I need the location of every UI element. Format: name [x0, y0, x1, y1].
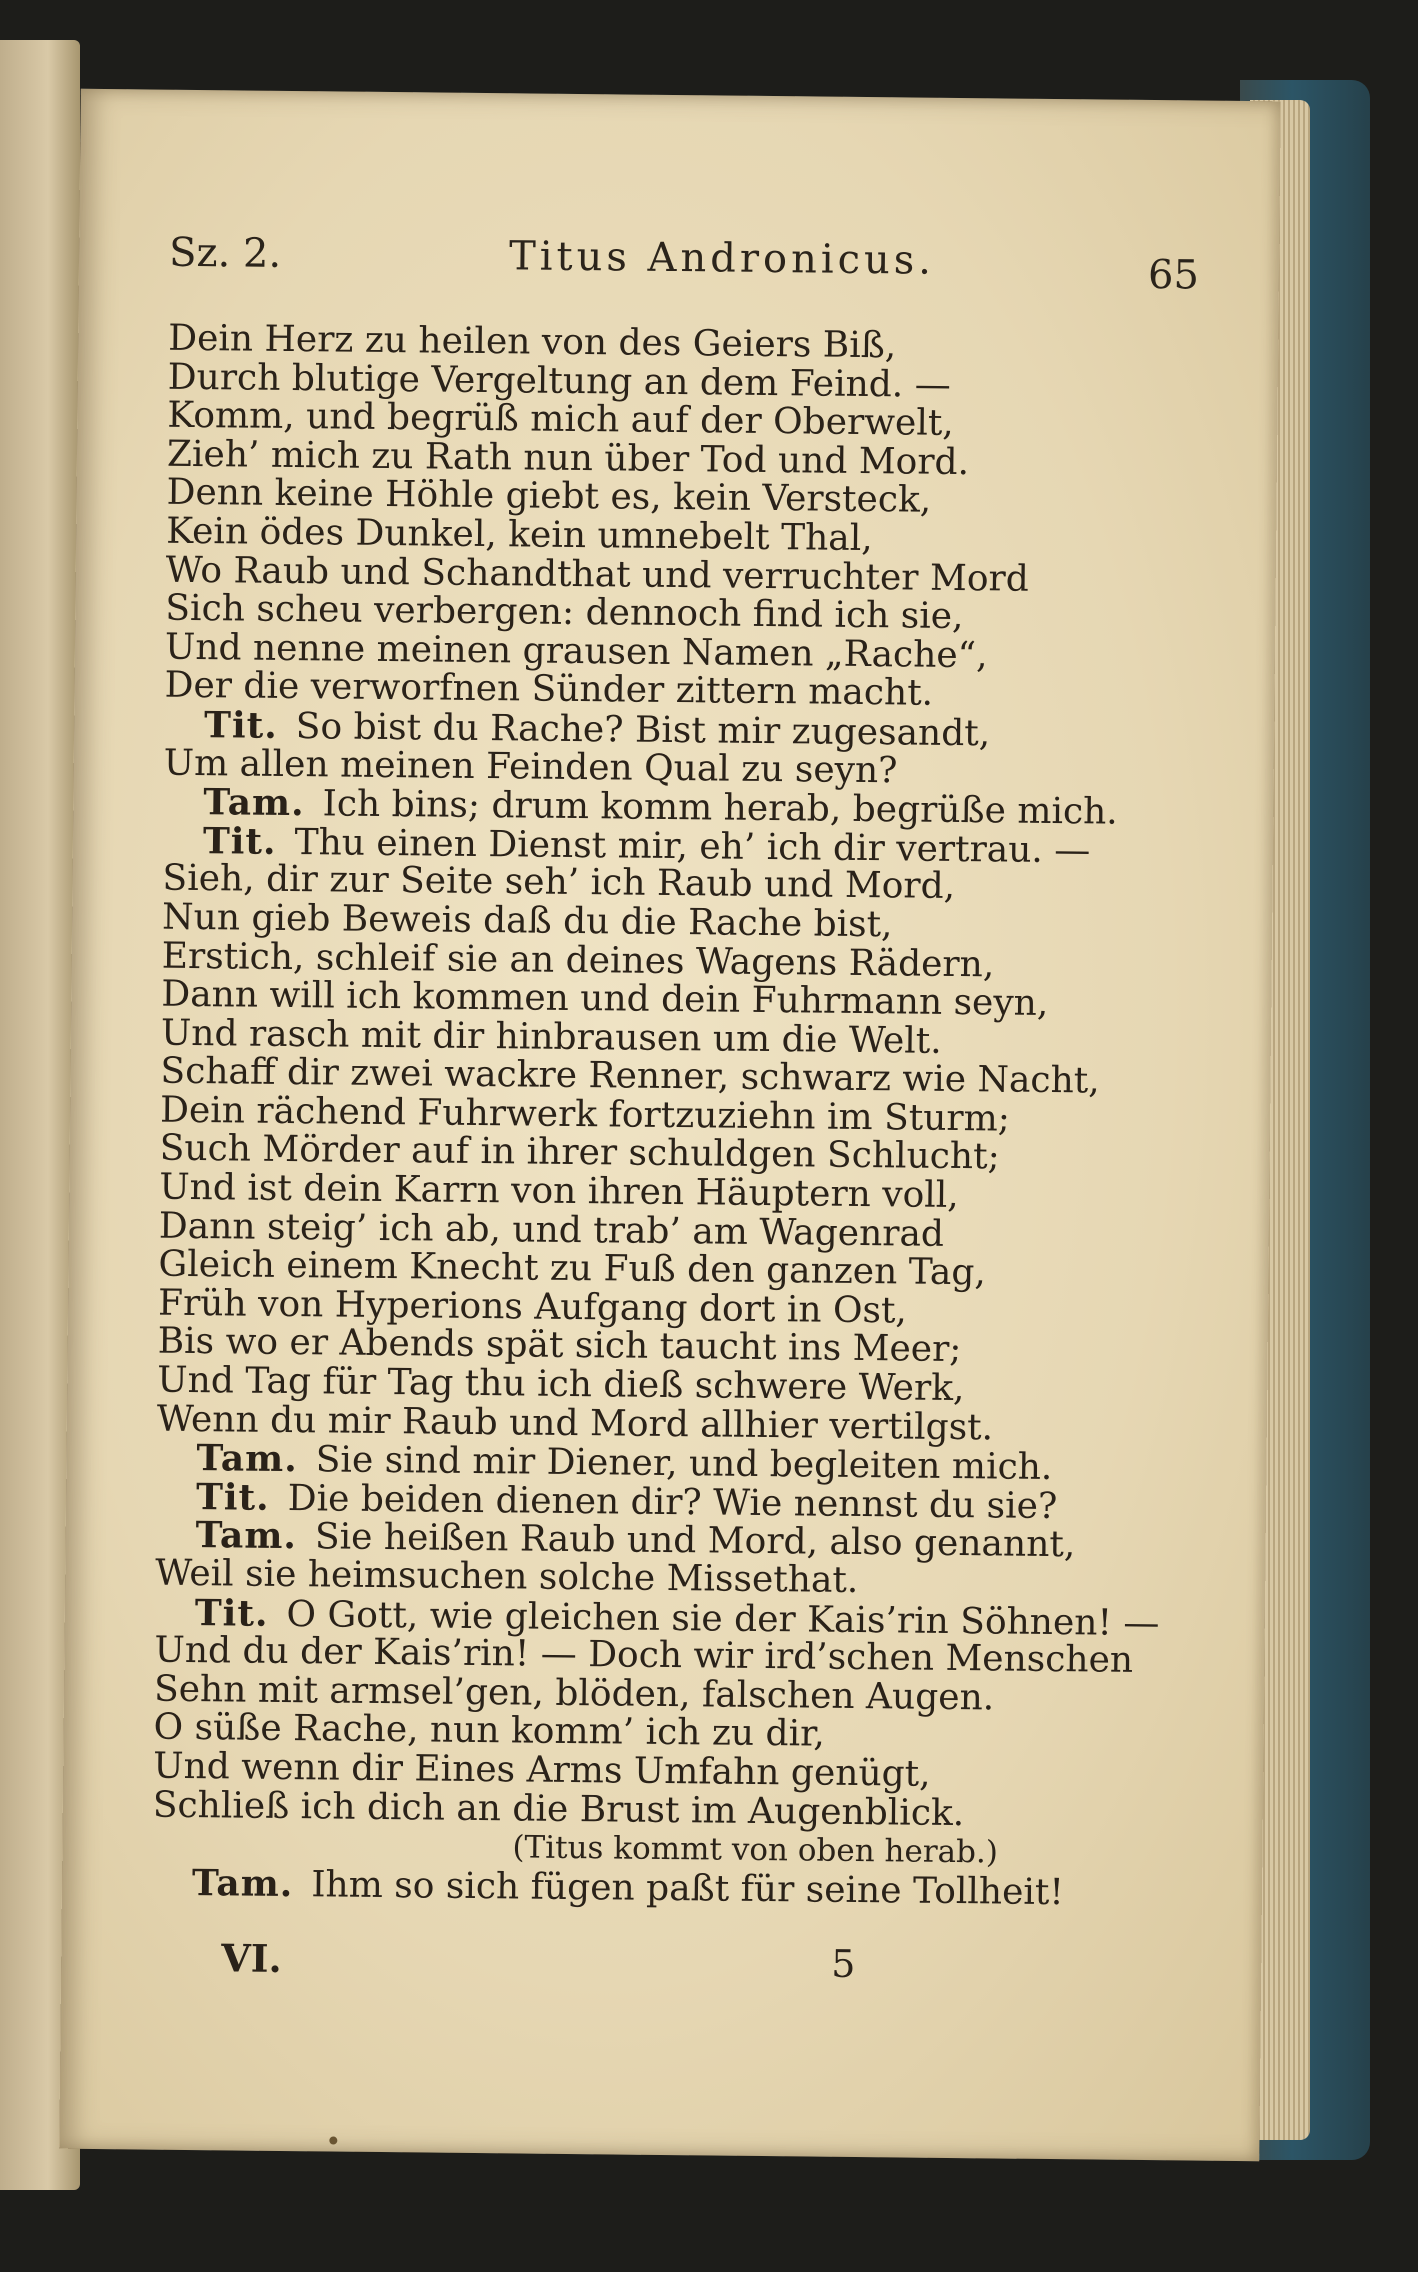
running-header: [169, 230, 1200, 301]
line-text: Kein ödes Dunkel, kein umnebelt Thal,: [165, 510, 873, 560]
line-text: Such Mörder auf in ihrer schuldgen Schlucht;: [159, 1128, 1000, 1178]
line-text: Wenn du mir Raub und Mord allhier vertilgst.: [156, 1398, 994, 1449]
line-text: Sich scheu verbergen: dennoch find ich sie,: [165, 587, 964, 638]
line-text: O süße Rache, nun komm’ ich zu dir,: [153, 1707, 825, 1756]
line-text: Gleich einem Knecht zu Fuß den ganzen Tag,: [158, 1243, 987, 1294]
line-text: Sehn mit armsel’gen, blöden, falschen Augen.: [153, 1668, 995, 1719]
line-text: Und nenne meinen grausen Namen „Rache“,: [164, 626, 988, 677]
line-text: Und Tag für Tag thu ich dieß schwere Werk,: [157, 1359, 965, 1410]
line-text: Die beiden dienen dir? Wie nennst du sie?: [287, 1477, 1058, 1527]
line-text: Sieh, dir zur Seite seh’ ich Raub und Mord,: [162, 857, 956, 908]
line-text: Ich bins; drum komm herab, begrüße mich.: [322, 783, 1118, 833]
speaker-name: Tit.: [203, 704, 279, 747]
line-text: Thu einen Dienst mir, eh’ ich dir vertrau. —: [294, 821, 1091, 872]
line-text: Sie sind mir Diener, und begleiten mich.: [315, 1439, 1053, 1489]
speaker-name: Tit.: [194, 1591, 269, 1635]
speaker-name: Tam.: [196, 1437, 298, 1481]
page-number: 65: [1147, 251, 1200, 299]
line-text: Sie heißen Raub und Mord, also genannt,: [314, 1516, 1076, 1566]
sheet-number: 5: [830, 1941, 856, 1986]
line-text: Und ist dein Karrn von ihren Häuptern voll,: [159, 1166, 959, 1217]
scene-label: Sz. 2.: [168, 229, 282, 277]
line-text: Erstich, schleif sie an deines Wagens Rädern,: [161, 935, 995, 985]
line-text: Dein rächend Fuhrwerk fortzuziehn im Sturm;: [159, 1089, 1011, 1140]
verse-line: [152, 1863, 1182, 1912]
line-text: Wo Raub und Schandthat und verruchter Mord: [165, 549, 1029, 600]
line-text: Und wenn dir Eines Arms Umfahn genügt,: [153, 1745, 931, 1795]
line-text: (Titus kommt von oben herab.): [512, 1829, 999, 1871]
line-text: Komm, und begrüß mich auf der Oberwelt,: [167, 394, 954, 445]
line-text: Dann will ich kommen und dein Fuhrmann seyn,: [161, 973, 1049, 1025]
running-title: Titus Andronicus.: [508, 233, 936, 284]
line-text: Und rasch mit dir hinbrausen um die Welt.: [160, 1012, 942, 1062]
speaker-name: Tit.: [202, 819, 277, 863]
speaker-name: Tit.: [195, 1475, 270, 1519]
speaker-name: Tam.: [195, 1514, 298, 1558]
paper-speck: [329, 2136, 337, 2144]
line-text: Zieh’ mich zu Rath nun über Tod und Mord.: [166, 433, 970, 483]
speaker-name: Tam.: [191, 1861, 294, 1905]
line-text: Schließ ich dich an die Brust im Augenblick.: [152, 1784, 965, 1834]
line-text: So bist du Rache? Bist mir zugesandt,: [295, 705, 991, 755]
line-text: Nun gieb Beweis daß du die Rache bist,: [161, 896, 893, 946]
line-text: O Gott, wie gleichen sie der Kais’rin Söhnen! —: [286, 1593, 1160, 1644]
line-text: Früh von Hyperions Aufgang dort in Ost,: [157, 1282, 908, 1332]
line-text: Weil sie heimsuchen solche Missethat.: [155, 1552, 859, 1601]
line-text: Der die verworfnen Sünder zittern macht.: [164, 665, 934, 715]
dialogue-text: [152, 317, 1199, 1913]
line-text: Bis wo er Abends spät sich taucht ins Meer;: [157, 1321, 962, 1371]
page-footer: [111, 1934, 1211, 1996]
line-text: Durch blutige Vergeltung an dem Feind. —: [167, 356, 951, 406]
line-text: Dann steig’ ich ab, und trab’ am Wagenrad: [158, 1205, 945, 1255]
speaker-name: Tam.: [203, 781, 305, 825]
line-text: Und du der Kais’rin! — Doch wir ird’schen Menschen: [154, 1629, 1134, 1682]
book-page: [59, 89, 1281, 2161]
line-text: Dein Herz zu heilen von des Geiers Biß,: [167, 317, 897, 367]
line-text: Ihm so sich fügen paßt für seine Tollheit!: [311, 1864, 1065, 1913]
line-text: Denn keine Höhle giebt es, kein Versteck,: [166, 472, 932, 522]
signature-mark: VI.: [221, 1935, 282, 1981]
line-text: Um allen meinen Feinden Qual zu seyn?: [163, 742, 898, 791]
line-text: Schaff dir zwei wackre Renner, schwarz wie Nacht,: [160, 1050, 1100, 1102]
